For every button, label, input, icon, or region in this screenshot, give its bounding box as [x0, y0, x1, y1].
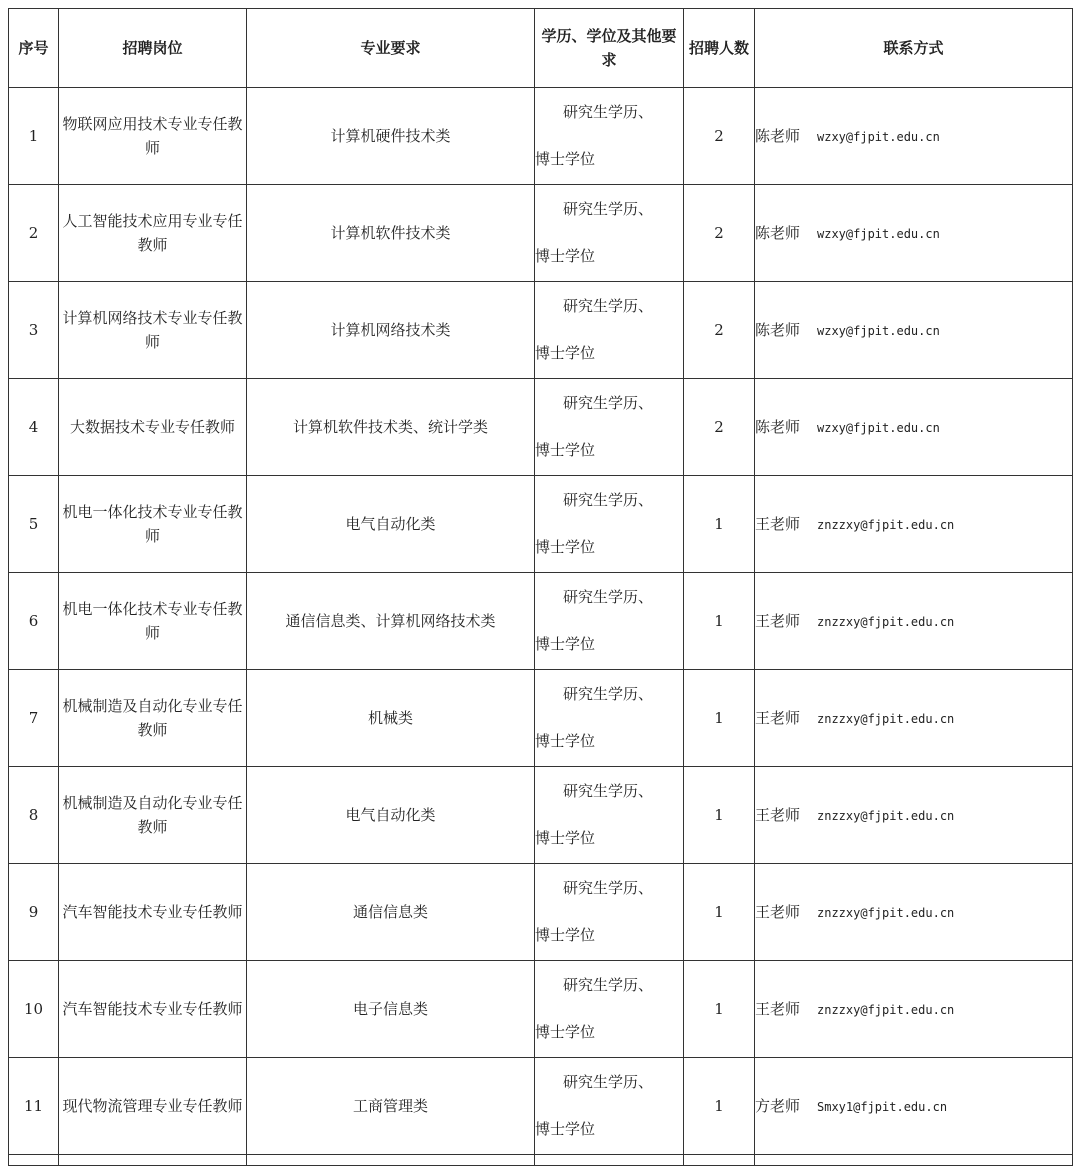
major-cell: 电气自动化类 — [247, 767, 535, 864]
header-row — [9, 9, 1073, 88]
empty-cell — [755, 1155, 1073, 1166]
contact-teacher: 王老师 — [755, 611, 801, 630]
contact-email[interactable]: znzzxy@fjpit.edu.cn — [817, 905, 955, 920]
education-cell — [535, 1058, 684, 1155]
contact-cell — [755, 864, 1073, 961]
education-cell — [535, 767, 684, 864]
education-degree: 研究生学历、 — [563, 879, 654, 897]
education-diploma: 博士学位 — [535, 732, 596, 750]
contact-email[interactable]: znzzxy@fjpit.edu.cn — [817, 711, 955, 726]
row-number: 5 — [9, 476, 59, 573]
empty-cell — [59, 1155, 247, 1166]
contact-teacher: 王老师 — [755, 708, 801, 727]
education-cell — [535, 88, 684, 185]
position-cell: 人工智能技术应用专业专任教师 — [59, 185, 247, 282]
row-number: 7 — [9, 670, 59, 767]
position-cell: 大数据技术专业专任教师 — [59, 379, 247, 476]
recruitment-table — [8, 8, 1073, 1166]
position-cell: 机械制造及自动化专业专任教师 — [59, 670, 247, 767]
contact-email[interactable]: znzzxy@fjpit.edu.cn — [817, 808, 955, 823]
row-number: 6 — [9, 573, 59, 670]
major-cell: 通信信息类、计算机网络技术类 — [247, 573, 535, 670]
position-cell: 汽车智能技术专业专任教师 — [59, 961, 247, 1058]
empty-cell — [9, 1155, 59, 1166]
position-cell: 机电一体化技术专业专任教师 — [59, 573, 247, 670]
contact-cell — [755, 670, 1073, 767]
position-cell: 汽车智能技术专业专任教师 — [59, 864, 247, 961]
major-cell: 电子信息类 — [247, 961, 535, 1058]
table-row — [9, 573, 1073, 670]
header-no: 序号 — [9, 9, 59, 88]
row-number: 1 — [9, 88, 59, 185]
education-cell — [535, 379, 684, 476]
contact-cell — [755, 573, 1073, 670]
contact-email[interactable]: znzzxy@fjpit.edu.cn — [817, 614, 955, 629]
education-degree: 研究生学历、 — [563, 297, 654, 315]
table-row — [9, 476, 1073, 573]
row-number: 10 — [9, 961, 59, 1058]
contact-teacher: 陈老师 — [755, 320, 801, 339]
education-diploma: 博士学位 — [535, 1120, 596, 1138]
education-cell — [535, 670, 684, 767]
hire-count: 1 — [684, 670, 755, 767]
contact-email[interactable]: wzxy@fjpit.edu.cn — [817, 129, 940, 144]
table-body — [9, 88, 1073, 1166]
position-cell: 计算机网络技术专业专任教师 — [59, 282, 247, 379]
education-cell — [535, 476, 684, 573]
hire-count: 1 — [684, 1058, 755, 1155]
hire-count: 2 — [684, 379, 755, 476]
education-diploma: 博士学位 — [535, 441, 596, 459]
major-cell: 机械类 — [247, 670, 535, 767]
table-row — [9, 88, 1073, 185]
major-cell: 计算机网络技术类 — [247, 282, 535, 379]
contact-teacher: 方老师 — [755, 1096, 801, 1115]
contact-teacher: 陈老师 — [755, 417, 801, 436]
table-row — [9, 670, 1073, 767]
contact-cell — [755, 185, 1073, 282]
contact-teacher: 陈老师 — [755, 223, 801, 242]
contact-cell — [755, 961, 1073, 1058]
contact-email[interactable]: wzxy@fjpit.edu.cn — [817, 323, 940, 338]
contact-cell — [755, 1058, 1073, 1155]
education-diploma: 博士学位 — [535, 344, 596, 362]
contact-email[interactable]: znzzxy@fjpit.edu.cn — [817, 517, 955, 532]
contact-teacher: 陈老师 — [755, 126, 801, 145]
hire-count: 2 — [684, 88, 755, 185]
education-diploma: 博士学位 — [535, 150, 596, 168]
education-degree: 研究生学历、 — [563, 782, 654, 800]
education-degree: 研究生学历、 — [563, 588, 654, 606]
hire-count: 1 — [684, 961, 755, 1058]
header-contact: 联系方式 — [755, 9, 1073, 88]
major-cell: 工商管理类 — [247, 1058, 535, 1155]
education-degree: 研究生学历、 — [563, 1073, 654, 1091]
header-position: 招聘岗位 — [59, 9, 247, 88]
table-row — [9, 379, 1073, 476]
hire-count: 2 — [684, 185, 755, 282]
table-row — [9, 1058, 1073, 1155]
row-number: 9 — [9, 864, 59, 961]
education-diploma: 博士学位 — [535, 829, 596, 847]
contact-email[interactable]: wzxy@fjpit.edu.cn — [817, 226, 940, 241]
education-cell — [535, 961, 684, 1058]
hire-count: 2 — [684, 282, 755, 379]
major-cell: 通信信息类 — [247, 864, 535, 961]
major-cell: 电气自动化类 — [247, 476, 535, 573]
education-diploma: 博士学位 — [535, 635, 596, 653]
hire-count: 1 — [684, 573, 755, 670]
hire-count: 1 — [684, 767, 755, 864]
row-number: 11 — [9, 1058, 59, 1155]
contact-cell — [755, 767, 1073, 864]
contact-email[interactable]: wzxy@fjpit.edu.cn — [817, 420, 940, 435]
contact-cell — [755, 88, 1073, 185]
contact-teacher: 王老师 — [755, 999, 801, 1018]
table-row — [9, 961, 1073, 1058]
contact-cell — [755, 379, 1073, 476]
empty-cell — [684, 1155, 755, 1166]
header-education: 学历、学位及其他要求 — [535, 9, 684, 88]
row-number: 3 — [9, 282, 59, 379]
education-degree: 研究生学历、 — [563, 200, 654, 218]
education-degree: 研究生学历、 — [563, 394, 654, 412]
empty-cell — [247, 1155, 535, 1166]
education-cell — [535, 282, 684, 379]
education-cell — [535, 573, 684, 670]
education-degree: 研究生学历、 — [563, 103, 654, 121]
position-cell: 机械制造及自动化专业专任教师 — [59, 767, 247, 864]
position-cell: 现代物流管理专业专任教师 — [59, 1058, 247, 1155]
table-row-partial — [9, 1155, 1073, 1166]
hire-count: 1 — [684, 864, 755, 961]
position-cell: 物联网应用技术专业专任教师 — [59, 88, 247, 185]
hire-count: 1 — [684, 476, 755, 573]
empty-cell — [535, 1155, 684, 1166]
education-diploma: 博士学位 — [535, 538, 596, 556]
table-row — [9, 767, 1073, 864]
row-number: 2 — [9, 185, 59, 282]
education-degree: 研究生学历、 — [563, 685, 654, 703]
contact-email[interactable]: znzzxy@fjpit.edu.cn — [817, 1002, 955, 1017]
contact-teacher: 王老师 — [755, 902, 801, 921]
header-count: 招聘人数 — [684, 9, 755, 88]
education-cell — [535, 185, 684, 282]
contact-cell — [755, 476, 1073, 573]
contact-cell — [755, 282, 1073, 379]
education-degree: 研究生学历、 — [563, 491, 654, 509]
education-diploma: 博士学位 — [535, 247, 596, 265]
major-cell: 计算机软件技术类 — [247, 185, 535, 282]
major-cell: 计算机硬件技术类 — [247, 88, 535, 185]
table-row — [9, 282, 1073, 379]
education-diploma: 博士学位 — [535, 1023, 596, 1041]
contact-teacher: 王老师 — [755, 514, 801, 533]
major-cell: 计算机软件技术类、统计学类 — [247, 379, 535, 476]
education-diploma: 博士学位 — [535, 926, 596, 944]
table-row — [9, 864, 1073, 961]
contact-email[interactable]: Smxy1@fjpit.edu.cn — [817, 1099, 948, 1114]
position-cell: 机电一体化技术专业专任教师 — [59, 476, 247, 573]
table-row — [9, 185, 1073, 282]
row-number: 8 — [9, 767, 59, 864]
education-degree: 研究生学历、 — [563, 976, 654, 994]
header-major: 专业要求 — [247, 9, 535, 88]
contact-teacher: 王老师 — [755, 805, 801, 824]
education-cell — [535, 864, 684, 961]
row-number: 4 — [9, 379, 59, 476]
